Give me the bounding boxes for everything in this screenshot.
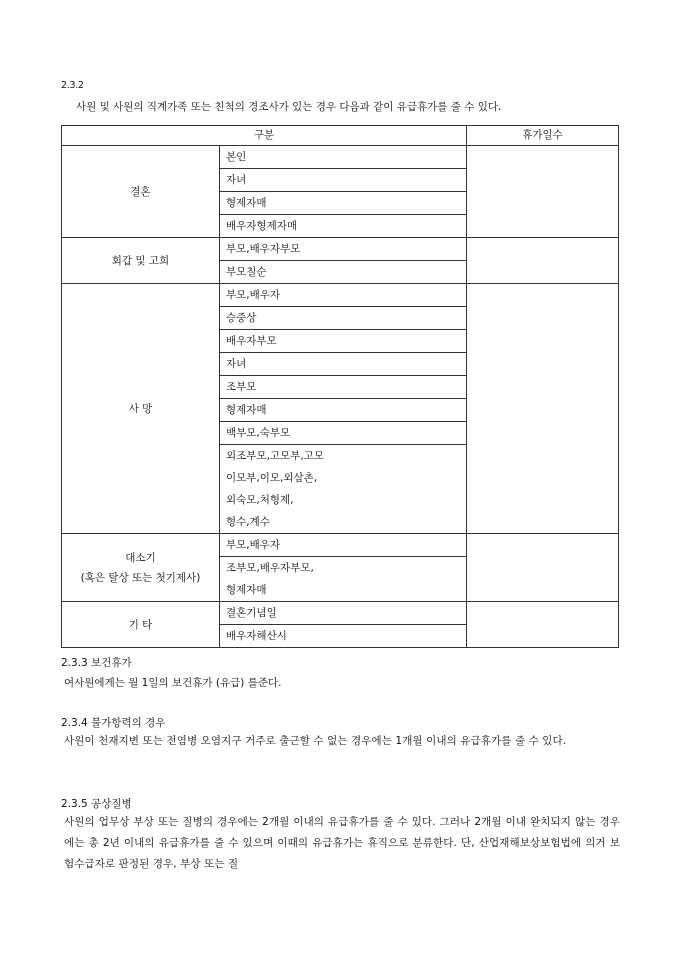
category-cell: 기 타 [62, 602, 220, 648]
item-cell: 형제자매 [220, 399, 467, 422]
table-row [62, 602, 619, 625]
item-cell: 배우자부모 [220, 330, 467, 353]
section-2-3-4-body: 사원이 천재지변 또는 전염병 오염지구 거주로 출근할 수 없는 경우에는 1개월 이내의 유급휴가를 줄 수 있다. [64, 735, 567, 747]
item-cell: 배우자형제자매 [220, 215, 467, 238]
table-row [62, 284, 619, 307]
section-2-3-2-intro: 사원 및 사원의 직계가족 또는 친척의 경조사가 있는 경우 다음과 같이 유급휴가를 줄 수 있다. [76, 101, 502, 113]
section-2-3-5-heading: 2.3.5 공상질병 [61, 798, 132, 810]
item-cell: 백부모,숙부모 [220, 422, 467, 445]
item-cell: 자녀 [220, 353, 467, 376]
item-cell: 형제자매 [220, 192, 467, 215]
item-cell: 본인 [220, 146, 467, 169]
leave-days-cell [467, 146, 619, 238]
section-2-3-5-body: 사원의 업무상 부상 또는 질병의 경우에는 2개월 이내의 유급휴가를 줄 수 있다. 그러나 2개월 이내 완치되지 않는 경우에는 총 2년 이내의 유급휴가를 줄 수 있으며 이때의 유급휴가는 휴직으로 분류한다. 단, 산업재해보상보험법에 의거 보험수급자로 판정된 경우, 부상 또는 질 [64, 816, 620, 870]
item-cell: 결혼기념일 [220, 602, 467, 625]
category-cell: 회갑 및 고희 [62, 238, 220, 284]
item-cell: 조부모 [220, 376, 467, 399]
table-row [62, 534, 619, 557]
section-number-2-3-2: 2.3.2 [61, 80, 84, 91]
leave-days-cell [467, 534, 619, 602]
table-header-row [62, 126, 619, 146]
item-cell: 부모칠순 [220, 261, 467, 284]
item-cell: 부모,배우자 [220, 284, 467, 307]
category-cell: 사 망 [62, 284, 220, 534]
item-cell: 승중상 [220, 307, 467, 330]
section-2-3-3-body: 여사원에게는 월 1일의 보건휴가 (유급) 를준다. [64, 677, 282, 689]
table-row [62, 146, 619, 169]
category-cell: 대소기 (혹은 탈상 또는 첫기제사) [62, 534, 220, 602]
leave-days-cell [467, 602, 619, 648]
item-cell: 배우자해산시 [220, 625, 467, 648]
section-2-3-4-heading: 2.3.4 불가항력의 경우 [61, 717, 166, 729]
item-cell: 조부모,배우자부모, 형제자매 [220, 557, 467, 602]
leave-days-table [61, 125, 619, 648]
item-cell: 외조부모,고모부,고모 이모부,이모,외삼촌, 외숙모,처형제, 형수,계수 [220, 445, 467, 534]
item-cell: 부모,배우자부모 [220, 238, 467, 261]
leave-days-cell [467, 284, 619, 534]
table-row [62, 238, 619, 261]
section-2-3-3-heading: 2.3.3 보건휴가 [61, 657, 132, 669]
header-leave-days: 휴가일수 [467, 126, 619, 146]
header-category: 구분 [62, 126, 467, 146]
leave-days-cell [467, 238, 619, 284]
item-cell: 자녀 [220, 169, 467, 192]
category-cell: 결혼 [62, 146, 220, 238]
item-cell: 부모,배우자 [220, 534, 467, 557]
